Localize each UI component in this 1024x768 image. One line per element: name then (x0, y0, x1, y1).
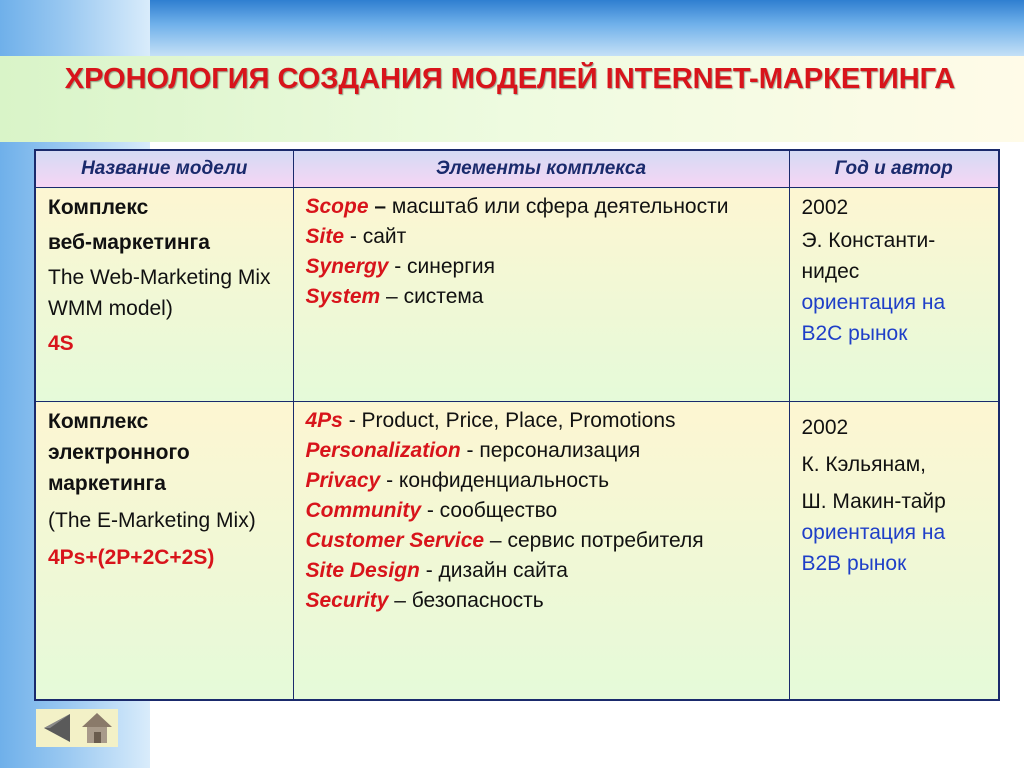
element-desc: безопасность (411, 589, 544, 612)
model-name: Комплекс (48, 196, 149, 219)
element-desc: система (403, 285, 484, 308)
element-desc: персонализация (479, 439, 641, 462)
element-term: Scope (305, 195, 369, 218)
header-band (0, 0, 1024, 60)
element-desc: масштаб или сфера деятельности (391, 195, 729, 218)
element-term: Security (305, 589, 389, 612)
element-sep: - (342, 409, 362, 432)
orientation: ориентация на В2В рынок (801, 521, 946, 575)
year: 2002 (801, 416, 849, 439)
element-term: 4Ps (305, 409, 343, 432)
element-item (306, 526, 777, 556)
element-desc: сервис потребителя (507, 529, 704, 552)
element-sep: – (484, 529, 508, 552)
model-code: 4S (48, 332, 74, 355)
model-english-name: (The E-Marketing Mix) (48, 509, 256, 532)
element-desc: сайт (362, 225, 407, 248)
element-item (306, 556, 777, 586)
element-term: Site Design (305, 559, 420, 582)
model-name: Комплекс электронного маркетинга (48, 410, 190, 495)
elements-cell (293, 188, 789, 402)
model-cell (35, 188, 293, 402)
element-term: System (305, 285, 381, 308)
header-model-name: Название модели (35, 150, 293, 188)
elements-cell (293, 402, 789, 700)
author: К. Кэльянам, (801, 453, 927, 476)
element-item (306, 586, 777, 616)
element-item (306, 436, 777, 466)
element-term: Synergy (305, 255, 389, 278)
element-desc: сообщество (439, 499, 558, 522)
model-cell (35, 402, 293, 700)
element-item (306, 222, 777, 252)
element-desc: Product, Price, Place, Promotions (361, 409, 676, 432)
header-year-author: Год и автор (789, 150, 999, 188)
element-item (306, 496, 777, 526)
year-author-cell (789, 402, 999, 700)
element-desc: конфиденциальность (398, 469, 610, 492)
element-item (306, 466, 777, 496)
table-row (35, 402, 999, 700)
slide-title: ХРОНОЛОГИЯ СОЗДАНИЯ МОДЕЛЕЙ INTERNET-МАРКЕТИНГА (64, 63, 956, 95)
year-author-cell (789, 188, 999, 402)
element-sep: - (388, 255, 408, 278)
element-sep: – (368, 195, 392, 218)
back-arrow-icon[interactable] (40, 712, 74, 744)
element-sep: - (380, 469, 399, 492)
model-name: веб-маркетинга (48, 231, 210, 254)
element-item (306, 252, 777, 282)
element-item (306, 406, 777, 436)
author: Ш. Макин-тайр (801, 490, 946, 513)
orientation: ориентация на В2С рынок (801, 291, 946, 345)
table-row (35, 188, 999, 402)
element-term: Site (305, 225, 345, 248)
element-desc: дизайн сайта (438, 559, 568, 582)
home-icon[interactable] (80, 710, 114, 746)
year: 2002 (801, 196, 849, 219)
element-sep: - (344, 225, 363, 248)
element-term: Customer Service (305, 529, 485, 552)
element-item (306, 282, 777, 312)
element-sep: - (419, 559, 439, 582)
model-english-name: The Web-Marketing Mix WMM model) (48, 266, 271, 320)
element-sep: - (460, 439, 480, 462)
model-code: 4Ps+(2P+2C+2S) (48, 546, 215, 569)
element-sep: – (388, 589, 412, 612)
author: Э. Константи-нидес (801, 229, 936, 283)
element-sep: – (380, 285, 404, 308)
element-term: Community (305, 499, 421, 522)
header-elements: Элементы комплекса (293, 150, 789, 188)
element-term: Personalization (305, 439, 461, 462)
table-header-row (35, 150, 999, 188)
models-table (34, 149, 1000, 701)
element-term: Privacy (305, 469, 381, 492)
element-desc: синергия (407, 255, 495, 278)
element-item (306, 192, 777, 222)
element-sep: - (421, 499, 440, 522)
